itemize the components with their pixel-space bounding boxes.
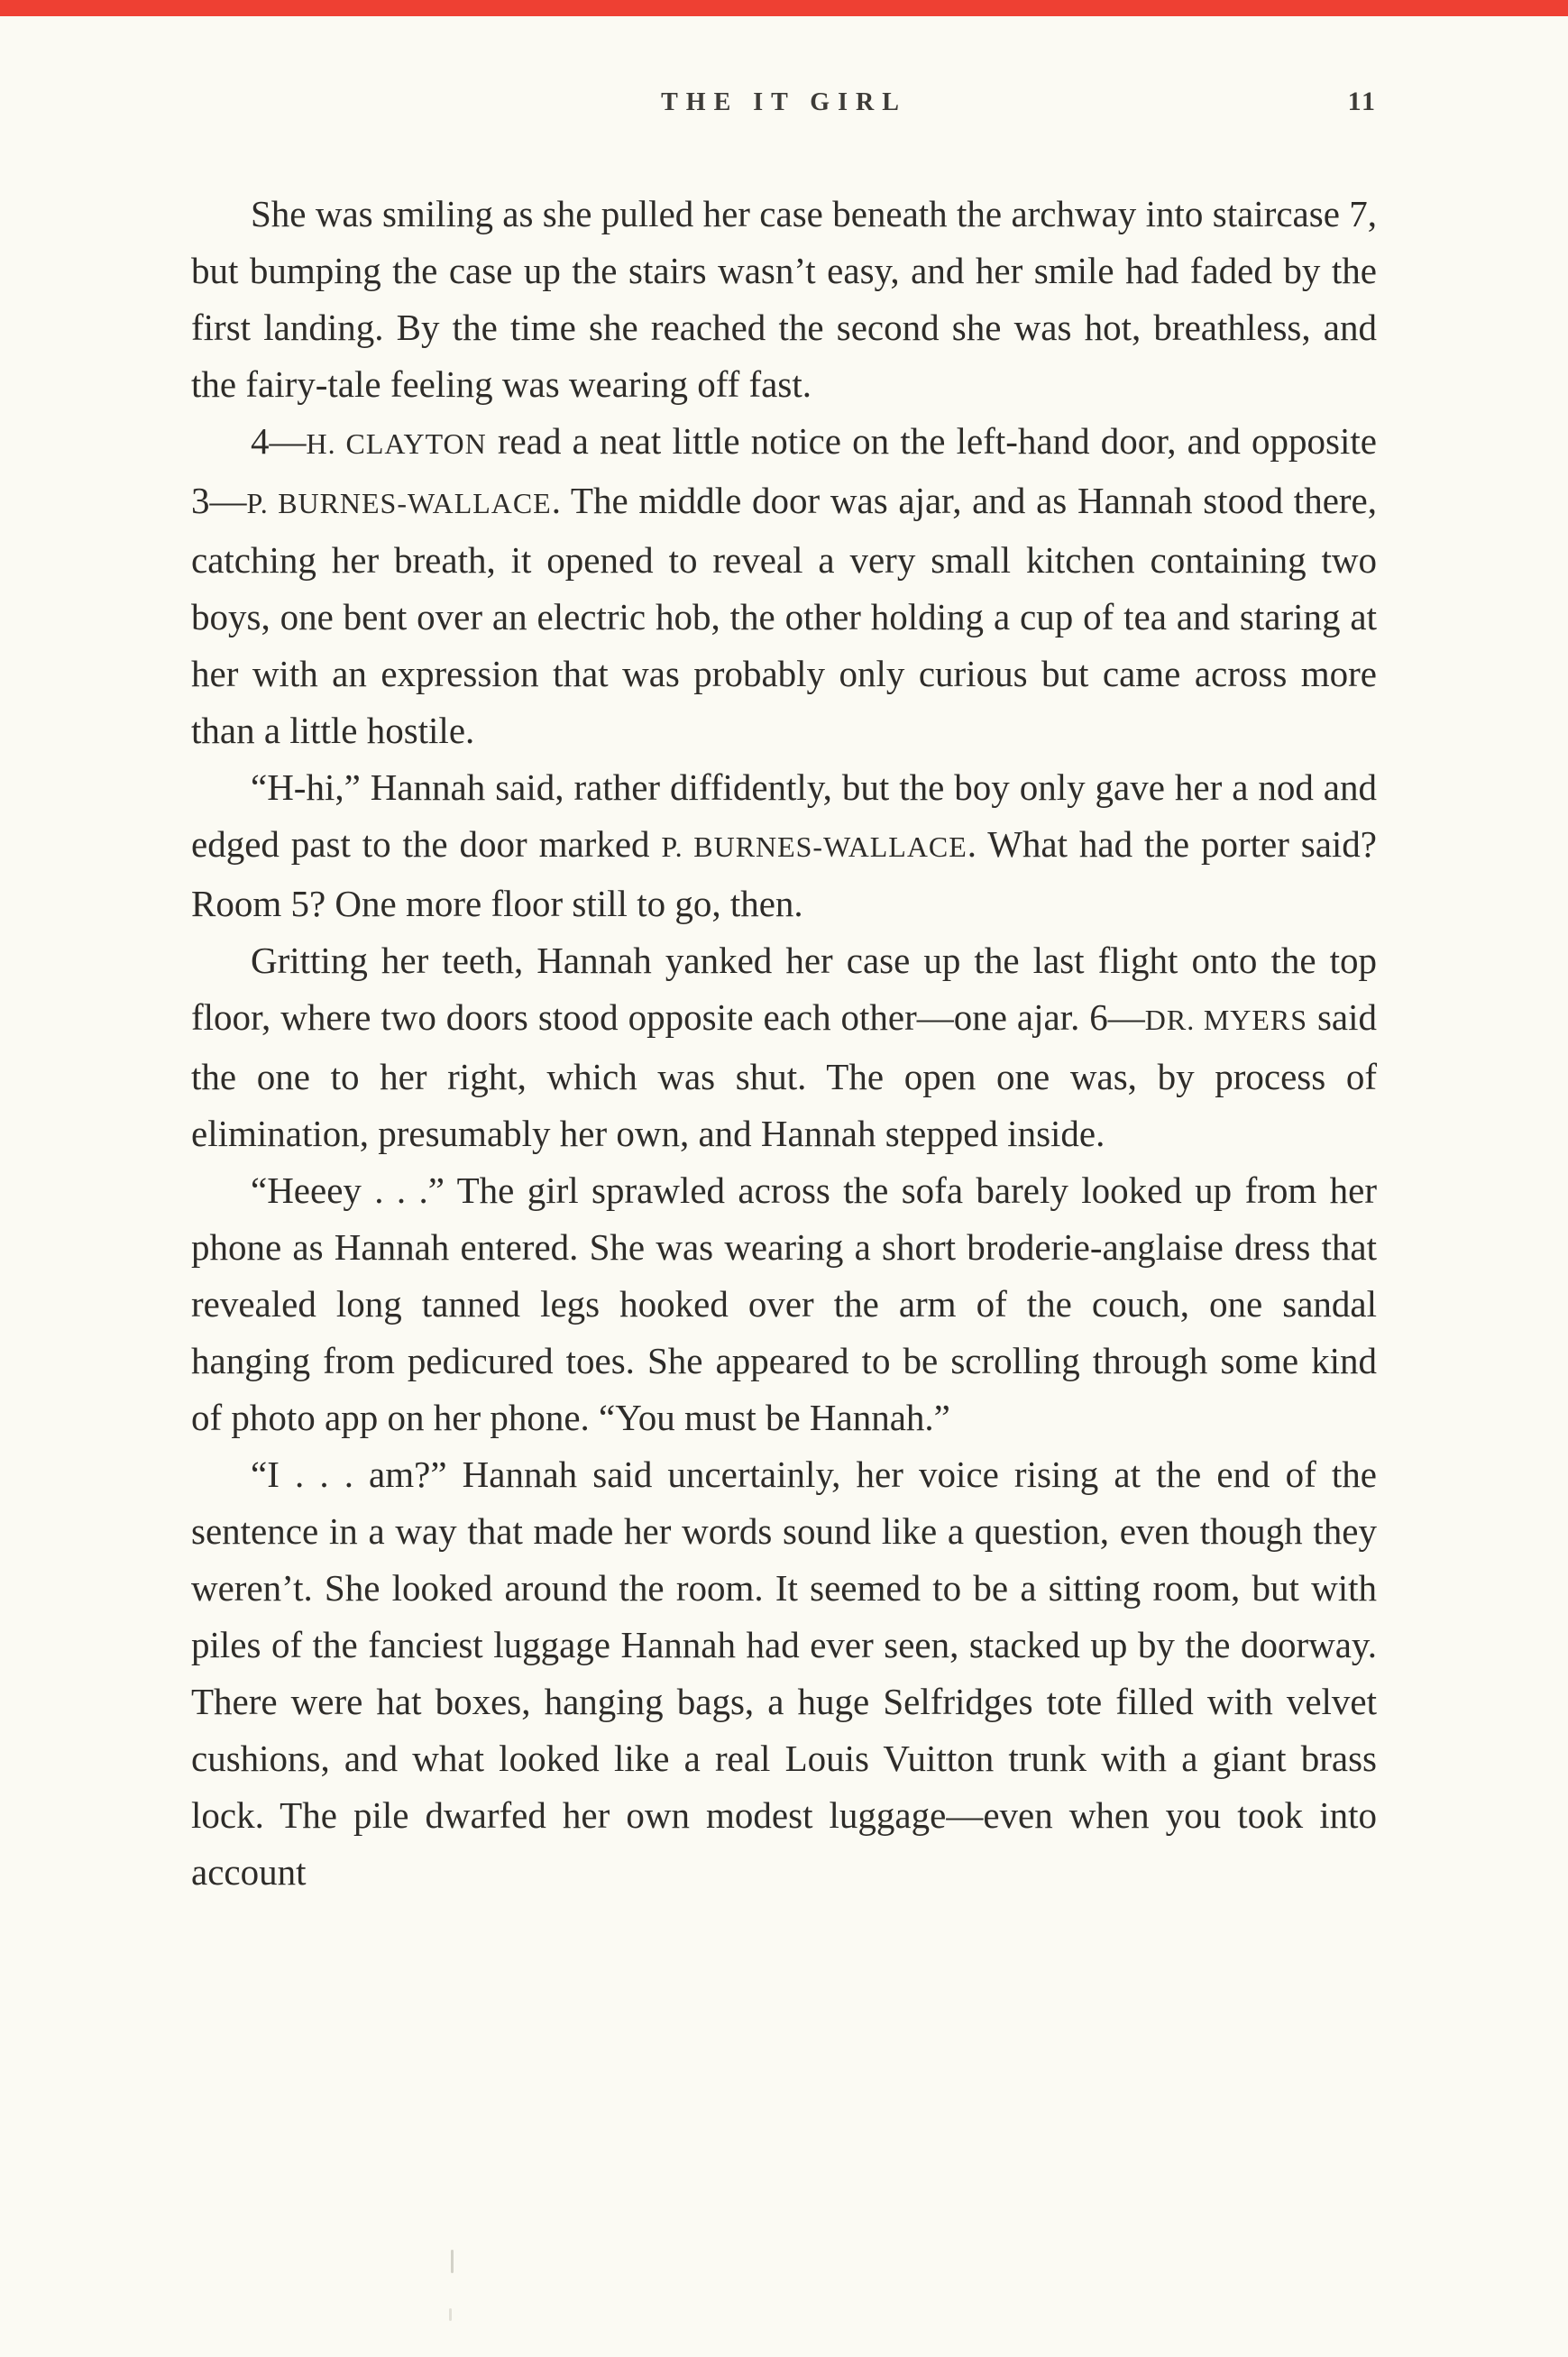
text-run: “I . . . am?” Hannah said uncertainly, her voice rising at the end of the sentence in a way that made her words sound like a question, even though they weren’t. She looked around the room. It seemed to be a sitting room, but with piles of the fanciest luggage Hannah had ever seen, stacked up by the doorway. There were hat boxes, hanging bags, a huge Selfridges tote filled with velvet cushions, and what looked like a real Louis Vuitton trunk with a giant brass lock. The pile dwarfed her own modest luggage—even when you took into account (191, 1454, 1377, 1893)
text-run: 4— (251, 420, 307, 462)
small-caps-text: DR. MYERS (1144, 1004, 1308, 1036)
body-paragraph (191, 413, 1377, 759)
running-head (191, 88, 1377, 128)
text-run: said the one to her right, which was shut. The open one was, by process of elimination, presumably her own, and Hannah stepped inside. (191, 996, 1377, 1154)
body-paragraph (191, 1446, 1377, 1901)
text-run: “H-hi,” Hannah said, rather diffidently, but the boy only gave her a nod and edged past to the door marked (191, 766, 1377, 865)
body-paragraph (191, 759, 1377, 932)
text-run: . The middle door was ajar, and as Hannah stood there, catching her breath, it opened to reveal a very small kitchen containing two boys, one bent over an electric hob, the other holding a cup of tea and staring at her with an expression that was probably only curious but came across more than a little hostile. (191, 480, 1377, 751)
scan-artifact (449, 2308, 452, 2321)
book-title: THE IT GIRL (661, 88, 907, 116)
scan-artifact (451, 2250, 454, 2273)
page-number: 11 (1347, 87, 1377, 116)
text-block (191, 186, 1377, 1901)
text-run: “Heeey . . .” The girl sprawled across the sofa barely looked up from her phone as Hannah entered. She was wearing a short broderie-anglaise dress that revealed long tanned legs hooked over the arm of the couch, one sandal hanging from pedicured toes. She appeared to be scrolling through some kind of photo app on her phone. “You must be Hannah.” (191, 1169, 1377, 1438)
small-caps-text: P. BURNES-WALLACE (246, 488, 552, 519)
body-paragraph (191, 186, 1377, 413)
text-run: . What had the porter said? Room 5? One more floor still to go, then. (191, 823, 1378, 924)
body-paragraph (191, 1162, 1377, 1446)
small-caps-text: P. BURNES-WALLACE (661, 831, 967, 863)
text-run: Gritting her teeth, Hannah yanked her case up the last flight onto the top floor, where two doors stood opposite each other—one ajar. 6— (191, 940, 1377, 1038)
body-paragraph (191, 932, 1377, 1162)
small-caps-text: H. CLAYTON (306, 428, 487, 460)
text-run: She was smiling as she pulled her case beneath the archway into staircase 7, but bumping the case up the stairs wasn’t easy, and her smile had faded by the first landing. By the time she reached the second she was hot, breathless, and the fairy-tale feeling was wearing off fast. (191, 193, 1377, 405)
scan-edge-stripe (0, 0, 1568, 16)
text-run: read a neat little notice on the left-hand door, and opposite 3— (191, 420, 1377, 521)
